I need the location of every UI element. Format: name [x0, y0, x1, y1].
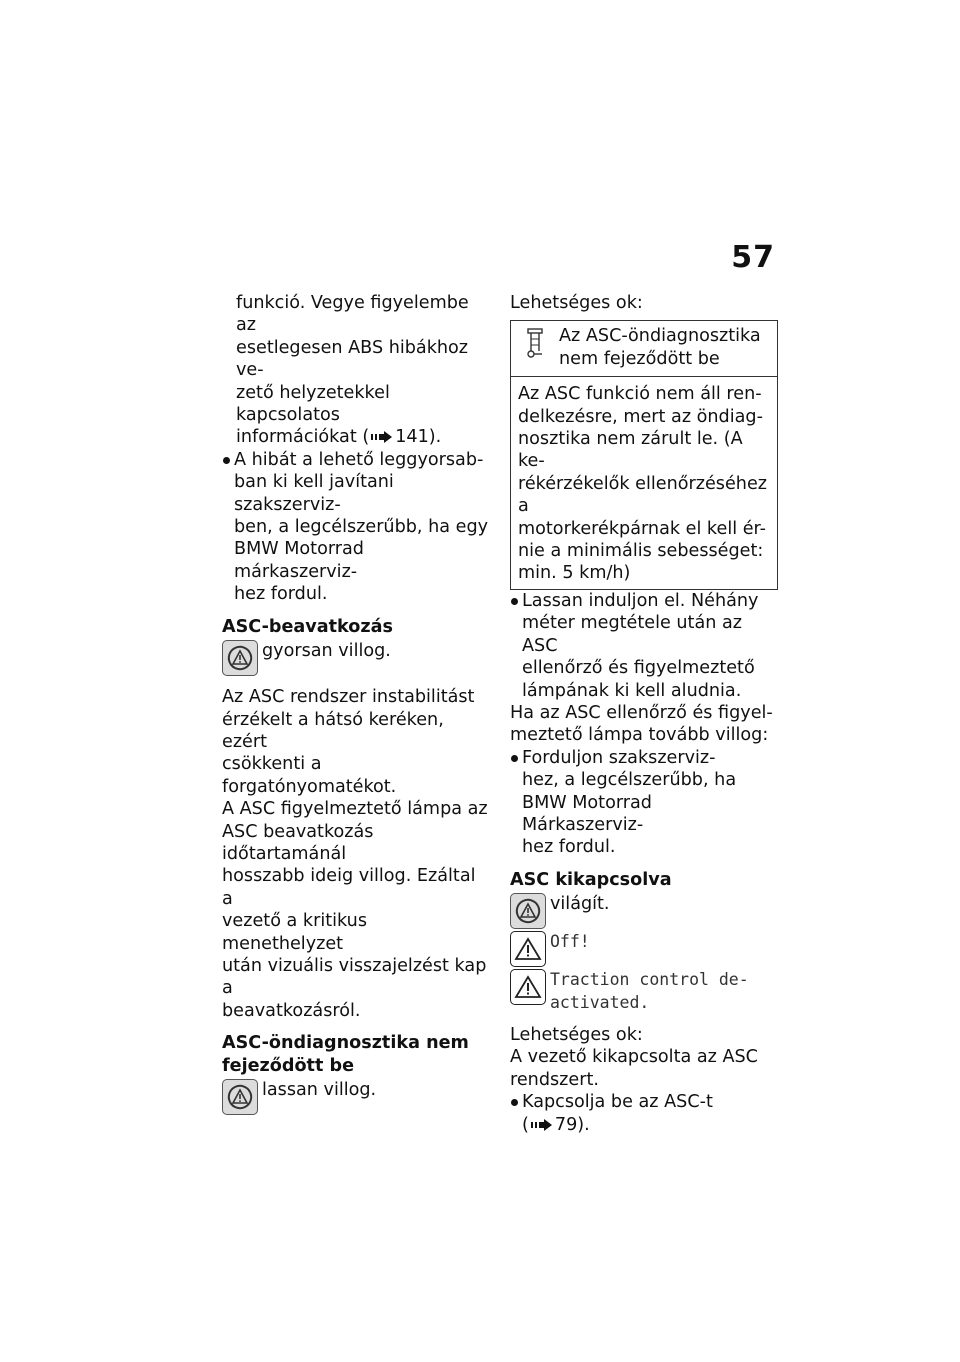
text-line: Az ASC-öndiagnosztika: [559, 326, 761, 347]
display-message: [550, 969, 749, 1014]
text-line: Kapcsolja be az ASC-t: [522, 1092, 713, 1113]
text-line: A hibát a lehető leggyorsab-: [234, 449, 484, 470]
indicator-row: [222, 640, 490, 676]
info-box: [510, 320, 778, 589]
info-box-title: [559, 325, 761, 370]
text-line: nem fejeződött be: [559, 348, 720, 369]
bullet-item: [510, 590, 778, 702]
page-reference-arrow-icon: [371, 431, 393, 443]
text-line: min. 5 km/h): [518, 563, 631, 584]
indicator-status: lassan villog.: [262, 1080, 377, 1100]
text-line: ASC-öndiagnosztika nem: [222, 1033, 469, 1054]
text-line: activated.: [550, 992, 650, 1012]
text-line: érzékelt a hátsó keréken, ezért: [222, 709, 444, 752]
indicator-status: gyorsan villog.: [262, 641, 391, 662]
text-line: vezető a kritikus menethelyzet: [222, 911, 367, 954]
text-line: Ha az ASC ellenőrző és figyel-: [510, 702, 773, 723]
info-box-header: [511, 321, 777, 377]
text-line: rendszert.: [510, 1069, 599, 1090]
section-heading-self-diagnosis: [222, 1032, 490, 1077]
text-line: méter megtétele után az ASC: [522, 613, 742, 656]
section-heading-asc-off: ASC kikapcsolva: [510, 869, 672, 890]
bullet-item: [222, 449, 490, 606]
paragraph: [510, 1046, 778, 1091]
text-line: motorkerékpárnak el kell ér-: [518, 518, 766, 539]
bullet-item: [510, 1091, 778, 1136]
text-line: meztető lámpa tovább villog:: [510, 725, 769, 746]
possible-causes-label: Lehetséges ok:: [510, 1024, 643, 1045]
asc-warning-light-icon: [222, 640, 258, 676]
bullet-item: [510, 747, 778, 859]
text-line: nosztika nem zárult le. (A ke-: [518, 429, 743, 472]
info-box-body: [511, 377, 777, 589]
text-line: Forduljon szakszerviz-: [522, 747, 716, 768]
text-line: lámpának ki kell aludnia.: [522, 680, 742, 701]
text-line: BMW Motorrad Márkaszerviz-: [522, 792, 652, 835]
text-line: ellenőrző és figyelmeztető: [522, 658, 755, 679]
left-column: [222, 292, 490, 1115]
intro-paragraph: [222, 292, 490, 449]
text-line: után vizuális visszajelzést kap a: [222, 955, 487, 999]
ref-page: 141).: [395, 427, 442, 448]
ref-page: 79).: [554, 1114, 590, 1135]
text-line: beavatkozásról.: [222, 1000, 361, 1021]
paragraph: [510, 702, 778, 747]
paragraph: [222, 686, 490, 1022]
page-reference-arrow-icon: [531, 1119, 553, 1131]
text-line: [236, 426, 490, 448]
text-line: hez, a legcélszerűbb, ha: [522, 770, 737, 791]
text-line: hez fordul.: [522, 837, 616, 858]
warning-triangle-icon: [510, 969, 546, 1005]
text-line: hez fordul.: [234, 584, 328, 605]
text-line: ban ki kell javítani szakszerviz-: [234, 472, 394, 515]
text-line: zető helyzetekkel kapcsolatos: [236, 382, 390, 426]
text-line: fejeződött be: [222, 1055, 355, 1076]
asc-warning-light-icon: [510, 893, 546, 929]
text-line: Lassan induljon el. Néhány: [522, 590, 759, 611]
text-line: Az ASC funkció nem áll ren-: [518, 384, 762, 405]
display-message-row: [510, 931, 778, 967]
text-line: hosszabb ideig villog. Ezáltal a: [222, 866, 476, 909]
text-line: funkció. Vegye figyelembe az: [236, 293, 469, 336]
text-line: ben, a legcélszerűbb, ha egy: [234, 517, 489, 538]
page-number: 57: [731, 240, 775, 275]
text-line: delkezésre, mert az öndiag-: [518, 406, 763, 427]
text-line: csökkenti a forgatónyomatékot.: [222, 754, 397, 797]
text-line: ASC beavatkozás időtartamánál: [222, 821, 374, 864]
indicator-row: [510, 893, 778, 929]
section-heading-asc-intervention: ASC-beavatkozás: [222, 616, 393, 637]
right-column: [510, 292, 778, 1136]
text-line: A vezető kikapcsolta az ASC: [510, 1047, 758, 1068]
text-line: A ASC figyelmeztető lámpa az: [222, 799, 488, 820]
text-line: nie a minimális sebességet:: [518, 541, 764, 562]
possible-causes-label: Lehetséges ok:: [510, 293, 643, 313]
display-message: Off!: [550, 932, 590, 952]
ref-open: (: [522, 1114, 529, 1135]
asc-warning-light-icon: [222, 1079, 258, 1115]
tool-icon: [525, 325, 545, 361]
text-line: esetlegesen ABS hibákhoz ve-: [236, 337, 469, 381]
warning-triangle-icon: [510, 931, 546, 967]
text-line: [522, 1114, 778, 1136]
indicator-status: világít.: [550, 894, 610, 915]
ref-text: információkat (: [236, 427, 370, 448]
indicator-row: [222, 1079, 490, 1115]
display-message-row: [510, 969, 778, 1014]
text-line: BMW Motorrad márkaszerviz-: [234, 539, 364, 582]
text-line: Traction control de-: [550, 970, 749, 990]
text-line: rékérzékelők ellenőrzéséhez a: [518, 473, 768, 517]
text-line: Az ASC rendszer instabilitást: [222, 687, 475, 708]
